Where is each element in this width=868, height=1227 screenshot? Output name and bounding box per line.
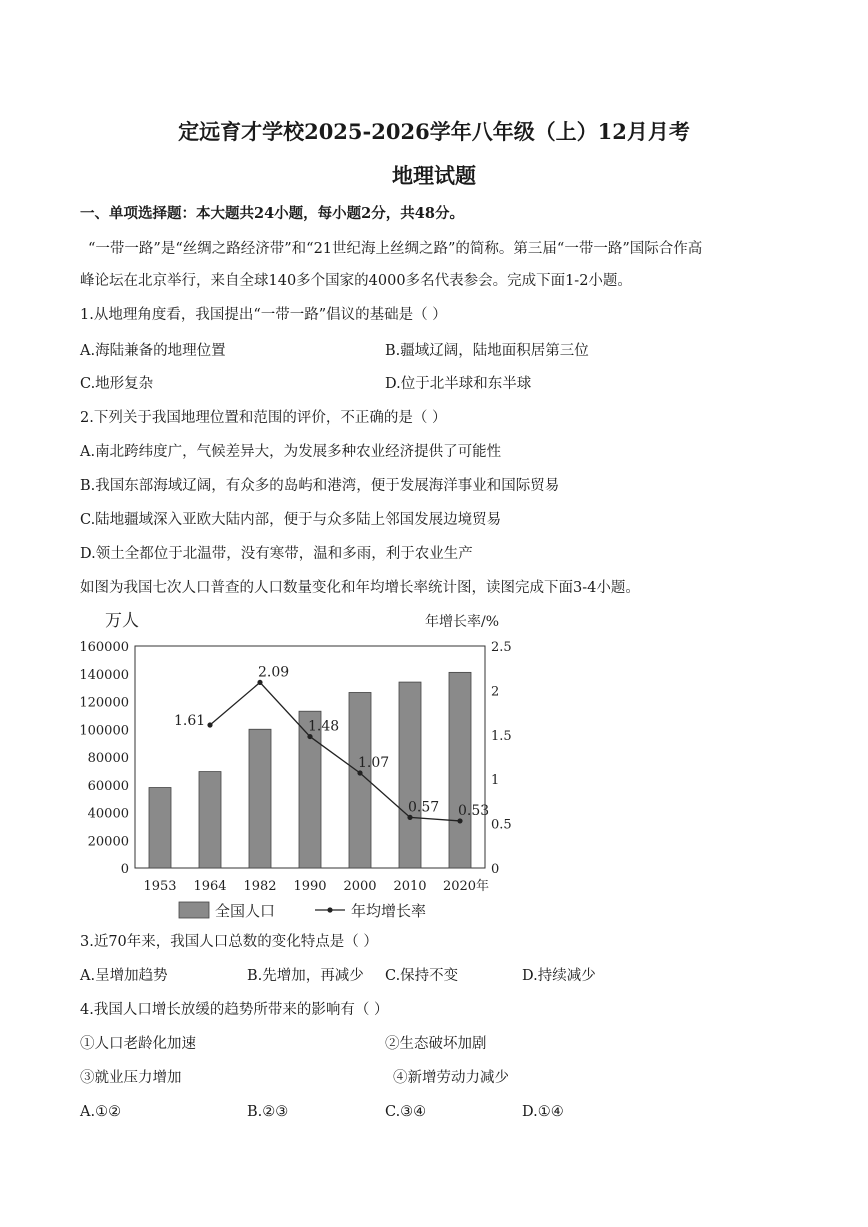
left-tick-label: 20000 xyxy=(87,834,129,850)
question-3-option-c[interactable]: C.保持不变 xyxy=(385,968,459,984)
population-bar xyxy=(249,729,271,868)
x-tick-label: 2020年 xyxy=(442,879,490,894)
legend-line-label: 年均增长率 xyxy=(351,902,427,920)
question-4-statement-2: ②生态破坏加剧 xyxy=(385,1036,487,1052)
population-bar xyxy=(199,772,221,868)
left-tick-label: 140000 xyxy=(79,667,129,683)
x-tick-label: 1982 xyxy=(243,879,277,894)
growth-rate-label: 1.61 xyxy=(174,713,206,730)
question-4-statement-1: ①人口老龄化加速 xyxy=(80,1036,196,1052)
growth-rate-point xyxy=(357,770,362,775)
population-chart xyxy=(75,606,525,926)
question-4-option-c[interactable]: C.③④ xyxy=(385,1104,427,1120)
question-1-option-d[interactable]: D.位于北半球和东半球 xyxy=(385,376,532,392)
intro-line-2: 峰论坛在北京举行，来自全球140多个国家的4000多名代表参会。完成下面1-2小题。 xyxy=(80,273,632,289)
question-4-option-b[interactable]: B.②③ xyxy=(247,1104,289,1120)
growth-rate-point xyxy=(457,818,462,823)
legend-bar-label: 全国人口 xyxy=(215,902,276,920)
question-2-stem: 2.下列关于我国地理位置和范围的评价，不正确的是（ ） xyxy=(80,410,447,426)
question-3-option-b[interactable]: B.先增加，再减少 xyxy=(247,968,364,984)
question-4-statement-3: ③就业压力增加 xyxy=(80,1070,182,1086)
question-1-option-b[interactable]: B.疆域辽阔，陆地面积居第三位 xyxy=(385,343,589,359)
question-1-option-a[interactable]: A.海陆兼备的地理位置 xyxy=(80,343,226,359)
intro-line-1: “一带一路”是“丝绸之路经济带”和“21世纪海上丝绸之路”的简称。第三届“一带一路”国际合作高 xyxy=(88,241,703,257)
question-1-option-c[interactable]: C.地形复杂 xyxy=(80,376,154,392)
question-4-option-d[interactable]: D.①④ xyxy=(522,1104,564,1120)
population-bar xyxy=(149,788,171,868)
left-tick-label: 100000 xyxy=(79,723,129,739)
right-tick-label: 2 xyxy=(491,684,500,700)
question-3-option-a[interactable]: A.呈增加趋势 xyxy=(80,968,168,984)
question-2-option-c[interactable]: C.陆地疆域深入亚欧大陆内部，便于与众多陆上邻国发展边境贸易 xyxy=(80,512,502,528)
growth-rate-point xyxy=(407,815,412,820)
right-axis-unit: 年增长率/% xyxy=(425,614,500,630)
growth-rate-label: 0.57 xyxy=(408,799,440,816)
x-tick-label: 2010 xyxy=(393,879,427,894)
left-tick-label: 60000 xyxy=(87,778,129,794)
growth-rate-label: 0.53 xyxy=(458,802,490,819)
question-2-option-d[interactable]: D.领土全都位于北温带，没有寒带，温和多雨，利于农业生产 xyxy=(80,546,473,562)
left-tick-label: 120000 xyxy=(79,695,129,711)
growth-rate-label: 2.09 xyxy=(258,664,290,681)
left-axis-unit: 万人 xyxy=(105,611,139,631)
right-tick-label: 1.5 xyxy=(491,728,512,744)
population-bar xyxy=(399,682,421,868)
right-tick-label: 1 xyxy=(491,773,500,789)
question-1-stem: 1.从地理角度看，我国提出“一带一路”倡议的基础是（ ） xyxy=(80,307,447,323)
growth-rate-point xyxy=(307,734,312,739)
question-4-stem: 4.我国人口增长放缓的趋势所带来的影响有（ ） xyxy=(80,1002,389,1018)
figure-intro: 如图为我国七次人口普查的人口数量变化和年均增长率统计图，读图完成下面3-4小题。 xyxy=(80,580,640,596)
x-tick-label: 1953 xyxy=(143,879,177,894)
x-tick-label: 1964 xyxy=(193,879,227,894)
question-3-stem: 3.近70年来，我国人口总数的变化特点是（ ） xyxy=(80,934,378,950)
question-2-option-b[interactable]: B.我国东部海域辽阔，有众多的岛屿和港湾，便于发展海洋事业和国际贸易 xyxy=(80,478,560,494)
document-title: 定远育才学校2025-2026学年八年级（上）12月月考 xyxy=(178,119,690,144)
x-tick-label: 2000 xyxy=(343,879,377,894)
left-tick-label: 160000 xyxy=(79,640,129,655)
right-tick-label: 0.5 xyxy=(491,817,512,833)
left-tick-label: 40000 xyxy=(87,806,129,822)
document-subtitle: 地理试题 xyxy=(392,163,476,188)
left-tick-label: 80000 xyxy=(87,751,129,766)
right-tick-label: 0 xyxy=(491,862,500,877)
legend-bar-swatch xyxy=(179,902,209,918)
x-tick-label: 1990 xyxy=(293,879,327,894)
right-tick-label: 2.5 xyxy=(491,640,512,655)
section-heading: 一、单项选择题：本大题共24小题，每小题2分，共48分。 xyxy=(80,205,464,222)
growth-rate-point xyxy=(207,722,212,727)
question-2-option-a[interactable]: A.南北跨纬度广，气候差异大，为发展多种农业经济提供了可能性 xyxy=(80,444,502,460)
growth-rate-point xyxy=(257,680,262,685)
question-4-statement-4: ④新增劳动力减少 xyxy=(393,1070,509,1086)
legend-line-marker xyxy=(327,907,332,912)
question-4-option-a[interactable]: A.①② xyxy=(80,1104,122,1120)
question-3-option-d[interactable]: D.持续减少 xyxy=(522,968,596,984)
population-bar xyxy=(449,672,471,868)
left-tick-label: 0 xyxy=(120,862,129,877)
growth-rate-label: 1.48 xyxy=(308,718,340,735)
growth-rate-label: 1.07 xyxy=(358,754,390,771)
